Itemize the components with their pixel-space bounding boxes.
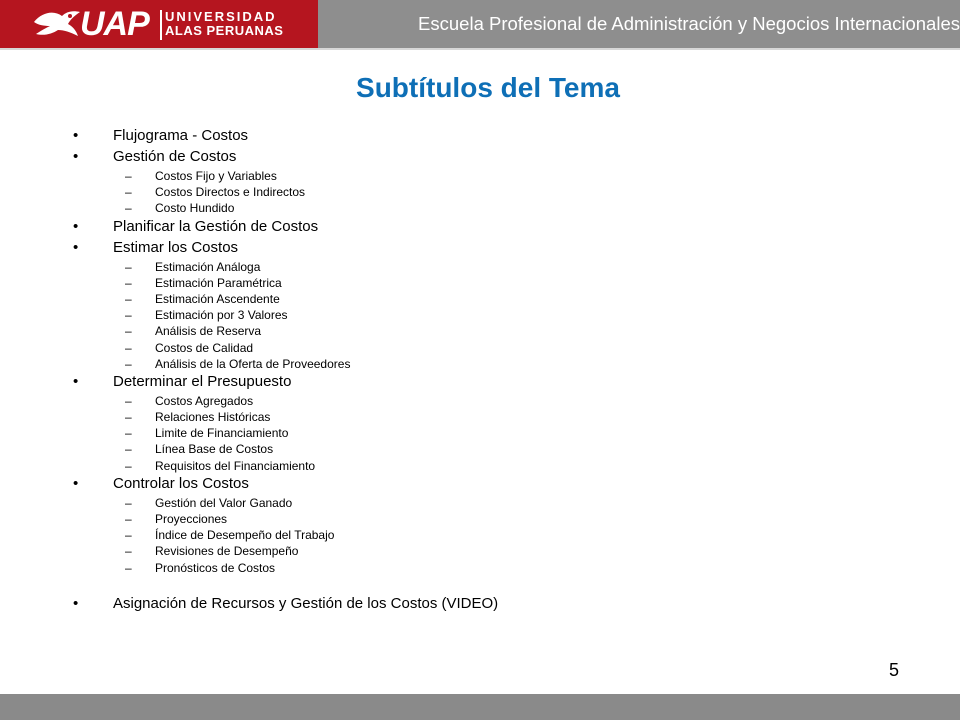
topic-item [73, 147, 833, 168]
subtopic-item [73, 527, 833, 543]
logo-abbr: UAP [80, 5, 149, 43]
subtopic-item [73, 356, 833, 372]
dash-icon: – [125, 169, 132, 183]
subtopic-label: Costos Directos e Indirectos [155, 185, 306, 200]
subtopic-label: Costos Fijo y Variables [155, 169, 277, 183]
subtopic-label: Gestión del Valor Ganado [155, 495, 293, 510]
topic-label: Planificar la Gestión de Costos [113, 217, 319, 235]
bullet-icon: • [73, 127, 79, 144]
dash-icon: – [125, 560, 132, 575]
subtopic-item [73, 409, 833, 425]
subtopic-label: Estimación por 3 Valores [155, 308, 288, 323]
header-banner [0, 0, 960, 48]
dash-icon: – [125, 528, 132, 543]
subtopic-label: Estimación Ascendente [155, 291, 280, 306]
subtopic-label: Estimación Análoga [155, 259, 261, 274]
dash-icon: – [125, 393, 132, 408]
school-name: Escuela Profesional de Administración y Negocios Internacionales [418, 13, 960, 34]
subtopic-item [73, 441, 833, 457]
header-divider [0, 48, 960, 50]
subtopic-label: Proyecciones [155, 512, 228, 526]
dash-icon: – [125, 275, 132, 290]
dash-icon: – [125, 324, 132, 339]
dash-icon: – [125, 308, 132, 323]
dash-icon: – [125, 340, 132, 355]
topic-item [73, 372, 833, 393]
subtopic-label: Línea Base de Costos [155, 442, 274, 457]
subtopic-item [73, 458, 833, 474]
bullet-icon: • [73, 217, 79, 235]
subtopic-item [73, 495, 833, 511]
dash-icon: – [125, 512, 132, 526]
footer-bar [0, 694, 960, 720]
topic-list [73, 126, 833, 615]
subtopic-label: Costos de Calidad [155, 340, 254, 355]
dash-icon: – [125, 201, 132, 216]
dash-icon: – [125, 410, 132, 425]
topic-item [73, 217, 833, 238]
subtopic-label: Relaciones Históricas [155, 410, 271, 425]
logo-university-name [165, 10, 283, 38]
subtopic-item [73, 393, 833, 409]
dash-icon: – [125, 442, 132, 457]
topic-label: Asignación de Recursos y Gestión de los Costos (VIDEO) [113, 594, 499, 612]
topic-item [73, 126, 833, 147]
subtopic-item [73, 184, 833, 200]
subtopic-item [73, 340, 833, 356]
bullet-icon: • [73, 372, 79, 390]
subtopic-item [73, 511, 833, 527]
topic-item [73, 238, 833, 259]
topic-item [73, 474, 833, 495]
subtopic-label: Índice de Desempeño del Trabajo [155, 528, 335, 543]
dash-icon: – [125, 291, 132, 306]
subtopic-label: Pronósticos de Costos [155, 560, 276, 575]
topic-label: Controlar los Costos [113, 474, 249, 492]
bullet-icon: • [73, 238, 79, 256]
subtopic-label: Revisiones de Desempeño [155, 544, 299, 559]
logo-line-2: ALAS PERUANAS [165, 23, 284, 38]
topic-label: Flujograma - Costos [113, 127, 249, 144]
subtopic-label: Estimación Paramétrica [155, 275, 282, 290]
subtopic-item [73, 543, 833, 559]
dash-icon: – [125, 259, 132, 274]
dash-icon: – [125, 495, 132, 510]
topic-item [73, 594, 833, 615]
subtopic-item [73, 560, 833, 576]
topic-label: Estimar los Costos [113, 238, 239, 256]
slide-title: Subtítulos del Tema [356, 72, 620, 103]
subtopic-item [73, 168, 833, 184]
subtopic-label: Requisitos del Financiamiento [155, 458, 316, 473]
university-logo [0, 0, 318, 48]
subtopic-item [73, 275, 833, 291]
subtopic-label: Limite de Financiamiento [155, 426, 289, 441]
condor-emblem-icon [32, 8, 82, 40]
subtopic-item [73, 291, 833, 307]
bullet-icon: • [73, 474, 79, 492]
bullet-icon: • [73, 148, 79, 165]
dash-icon: – [125, 458, 132, 473]
list-spacer [73, 576, 833, 594]
dash-icon: – [125, 544, 132, 559]
dash-icon: – [125, 356, 132, 371]
page-number: 5 [889, 660, 900, 680]
subtopic-item [73, 200, 833, 216]
dash-icon: – [125, 185, 132, 200]
subtopic-item [73, 323, 833, 339]
subtopic-label: Costos Agregados [155, 393, 254, 408]
topic-label: Gestión de Costos [113, 148, 237, 165]
subtopic-item [73, 307, 833, 323]
dash-icon: – [125, 426, 132, 441]
subtopic-label: Análisis de Reserva [155, 324, 262, 339]
subtopic-item [73, 425, 833, 441]
logo-divider [160, 10, 162, 40]
subtopic-label: Costo Hundido [155, 201, 235, 216]
logo-line-1: UNIVERSIDAD [165, 9, 277, 24]
subtopic-item [73, 259, 833, 275]
school-banner [318, 0, 960, 48]
subtopic-label: Análisis de la Oferta de Proveedores [155, 356, 351, 371]
topic-label: Determinar el Presupuesto [113, 372, 292, 390]
bullet-icon: • [73, 594, 79, 612]
